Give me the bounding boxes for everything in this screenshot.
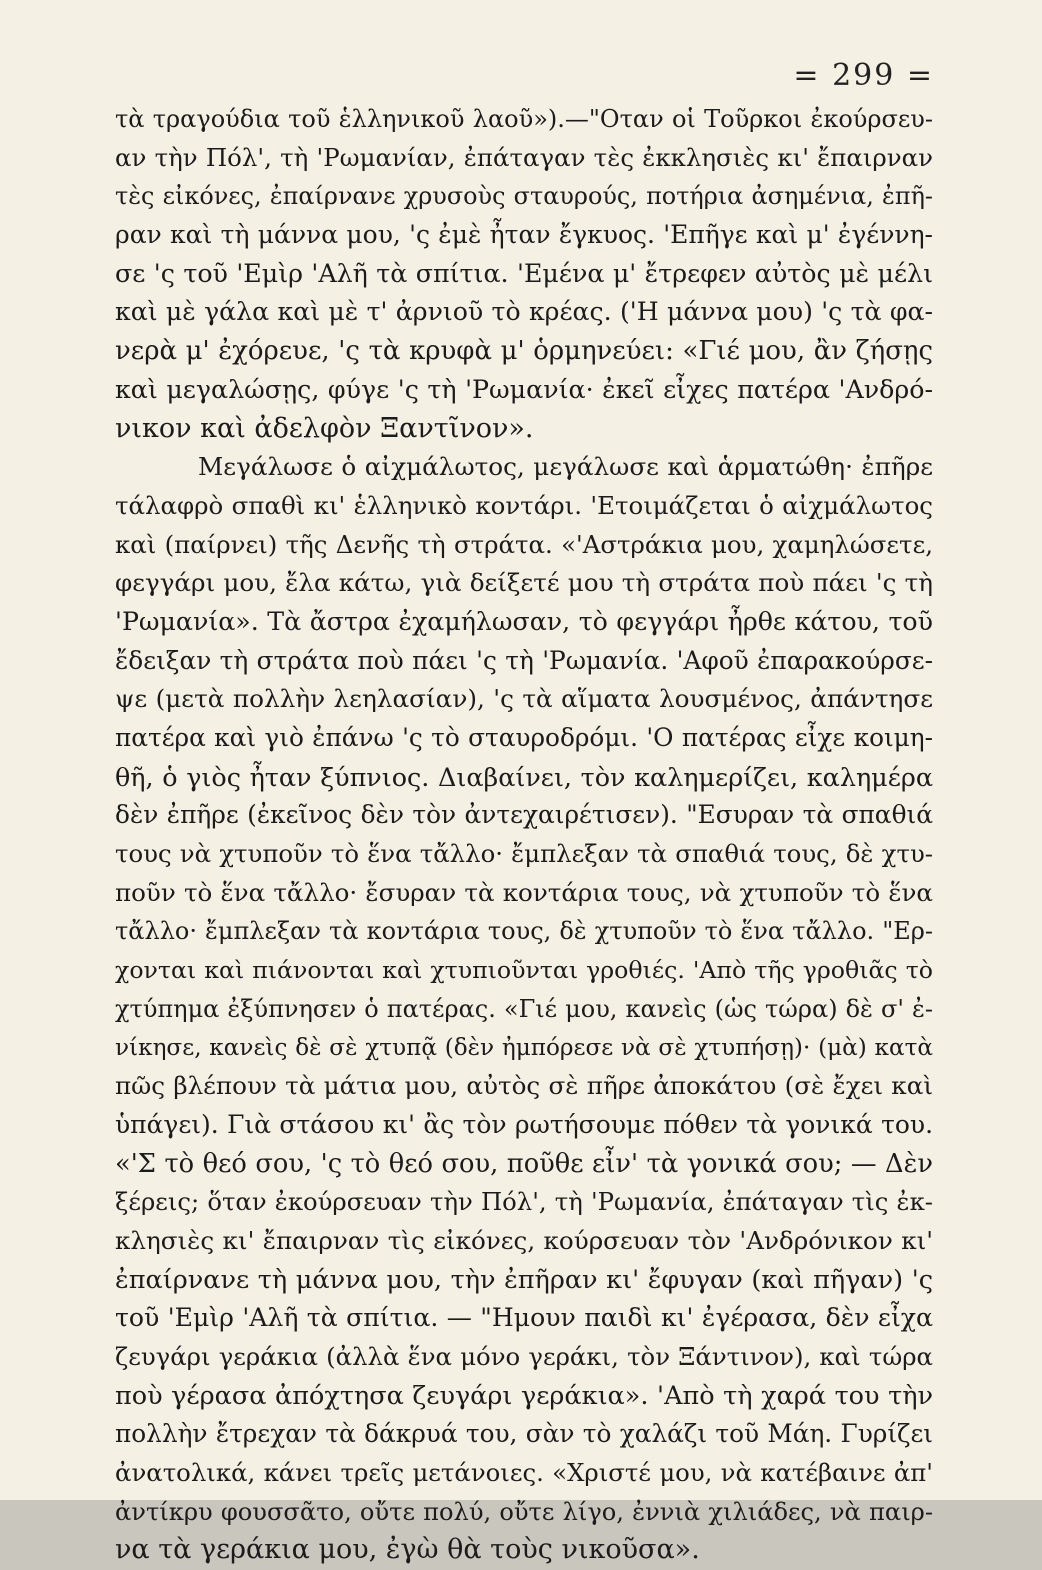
text-line: ποὺ γέρασα ἀπόχτησα ζευγάρι γεράκια». 'Απὸ τὴ χαρά του τὴν: [115, 1380, 933, 1411]
text-line: πῶς βλέπουν τὰ μάτια μου, αὐτὸς σὲ πῆρε ἀποκάτου (σὲ ἔχει καὶ: [115, 1071, 933, 1101]
text-line: πατέρα καὶ γιὸ ἐπάνω 'ς τὸ σταυροδρόμι. 'Ο πατέρας εἶχε κοιμη-: [115, 723, 933, 752]
text-line: κλησιὲς κι' ἔπαιρναν τὶς εἰκόνες, κούρσευαν τὸν 'Ανδρόνικον κι': [115, 1225, 933, 1255]
text-line: καὶ μεγαλώσῃς, φύγε 'ς τὴ 'Ρωμανία· ἐκεῖ εἶχες πατέρα 'Ανδρό-: [115, 374, 933, 404]
text-line: τους νὰ χτυποῦν τὸ ἕνα τἄλλο· ἔμπλεξαν τὰ σπαθιά τους, δὲ χτυ-: [115, 839, 933, 869]
paragraph-start-line: Μεγάλωσε ὁ αἰχμάλωτος, μεγάλωσε καὶ ἁρματώθη· ἐπῆρε: [198, 452, 933, 482]
text-line: ραν καὶ τὴ μάννα μου, 'ς ἐμὲ ἦταν ἔγκυος. 'Επῆγε καὶ μ' ἐγέννη-: [115, 220, 933, 250]
body-text: [115, 100, 933, 1570]
text-line: καὶ (παίρνει) τῆς Δενῆς τὴ στράτα. «'Αστράκια μου, χαμηλώσετε,: [115, 529, 933, 559]
text-line: χονται καὶ πιάνονται καὶ χτυπιοῦνται γροθιές. 'Απὸ τῆς γροθιᾶς τὸ: [115, 956, 933, 985]
text-line: ποῦν τὸ ἕνα τἄλλο· ἔσυραν τὰ κοντάρια τους, νὰ χτυποῦν τὸ ἕνα: [115, 877, 933, 907]
text-line: 'Ρωμανία». Τὰ ἄστρα ἐχαμήλωσαν, τὸ φεγγάρι ἦρθε κάτου, τοῦ: [115, 606, 933, 636]
paragraph-end-line: νικον καὶ ἀδελφὸν Ξαντῖνον».: [115, 412, 534, 444]
text-line: πολλὴν ἔτρεχαν τὰ δάκρυά του, σὰν τὸ χαλάζι τοῦ Μάη. Γυρίζει: [115, 1419, 933, 1449]
text-line: καὶ μὲ γάλα καὶ μὲ τ' ἀρνιοῦ τὸ κρέας. ('Η μάννα μου) 'ς τὰ φα-: [115, 297, 933, 327]
text-line: αν τὴν Πόλ', τὴ 'Ρωμανίαν, ἐπάταγαν τὲς ἐκκλησιὲς κι' ἔπαιρναν: [115, 142, 933, 172]
text-line: τὲς εἰκόνες, ἐπαίρνανε χρυσοὺς σταυρούς, ποτήρια ἀσημένια, ἐπῆ-: [115, 182, 933, 211]
text-line: ἀντίκρυ φουσσᾶτο, οὔτε πολύ, οὔτε λίγο, ἐννιὰ χιλιάδες, νὰ παιρ-: [115, 1497, 933, 1526]
text-line: χτύπημα ἐξύπνησεν ὁ πατέρας. «Γιέ μου, κανεὶς (ὡς τώρα) δὲ σ' ἐ-: [115, 994, 933, 1023]
text-line: «'Σ τὸ θεό σου, 'ς τὸ θεό σου, ποῦθε εἶν' τὰ γονικά σου; — Δὲν: [115, 1148, 933, 1179]
text-line: τὰ τραγούδια τοῦ ἑλληνικοῦ λαοῦ»).—"Οταν οἱ Τοῦρκοι ἐκούρσευ-: [115, 105, 933, 133]
page-number: = 299 =: [793, 58, 934, 93]
text-line: φεγγάρι μου, ἔλα κάτω, γιὰ δείξετέ μου τὴ στράτα ποὺ πάει 'ς τὴ: [115, 568, 933, 598]
text-line: ἀνατολικά, κάνει τρεῖς μετάνοιες. «Χριστέ μου, νὰ κατέβαινε ἀπ': [115, 1458, 933, 1488]
text-line: νίκησε, κανεὶς δὲ σὲ χτυπᾷ (δὲν ἠμπόρεσε νὰ σὲ χτυπήσῃ)· (μὰ) κατὰ: [115, 1034, 933, 1061]
text-line: σε 'ς τοῦ 'Εμὶρ 'Αλῆ τὰ σπίτια. 'Εμένα μ' ἔτρεφεν αὐτὸς μὲ μέλι: [115, 258, 933, 288]
text-line: ψε (μετὰ πολλὴν λεηλασίαν), 'ς τὰ αἵματα λουσμένος, ἀπάντησε: [115, 684, 933, 714]
paragraph-end-line: να τὰ γεράκια μου, ἐγὼ θὰ τοὺς νικοῦσα».: [115, 1534, 700, 1566]
text-line: ξέρεις; ὅταν ἐκούρσευαν τὴν Πόλ', τὴ 'Ρωμανία, ἐπάταγαν τὶς ἐκ-: [115, 1187, 933, 1217]
text-line: ζευγάρι γεράκια (ἀλλὰ ἕνα μόνο γεράκι, τὸν Ξάντινον), καὶ τώρα: [115, 1342, 933, 1371]
text-line: νερὰ μ' ἐχόρευε, 'ς τὰ κρυφὰ μ' ὁρμηνεύει: «Γιέ μου, ἂν ζήσῃς: [115, 336, 933, 367]
text-line: τἄλλο· ἔμπλεξαν τὰ κοντάρια τους, δὲ χτυποῦν τὸ ἕνα τἄλλο. "Ερ-: [115, 917, 933, 946]
text-line: δὲν ἐπῆρε (ἐκεῖνος δὲν τὸν ἀντεχαιρέτισεν). "Εσυραν τὰ σπαθιά: [115, 800, 933, 830]
text-line: ὑπάγει). Γιὰ στάσου κι' ἂς τὸν ρωτήσουμε πόθεν τὰ γονικά του.: [115, 1109, 933, 1139]
text-line: τάλαφρὸ σπαθὶ κι' ἑλληνικὸ κοντάρι. 'Ετοιμάζεται ὁ αἰχμάλωτος: [115, 490, 933, 520]
text-line: θῆ, ὁ γιὸς ἦταν ξύπνιος. Διαβαίνει, τὸν καλημερίζει, καλημέρα: [115, 761, 933, 792]
text-line: ἐπαίρνανε τὴ μάννα μου, τὴν ἐπῆραν κι' ἔφυγαν (καὶ πῆγαν) 'ς: [115, 1264, 933, 1295]
text-line: τοῦ 'Εμὶρ 'Αλῆ τὰ σπίτια. — "Ημουν παιδὶ κι' ἐγέρασα, δὲν εἶχα: [115, 1303, 933, 1333]
text-line: ἔδειξαν τὴ στράτα ποὺ πάει 'ς τὴ 'Ρωμανία. 'Αφοῦ ἐπαρακούρσε-: [115, 645, 933, 675]
